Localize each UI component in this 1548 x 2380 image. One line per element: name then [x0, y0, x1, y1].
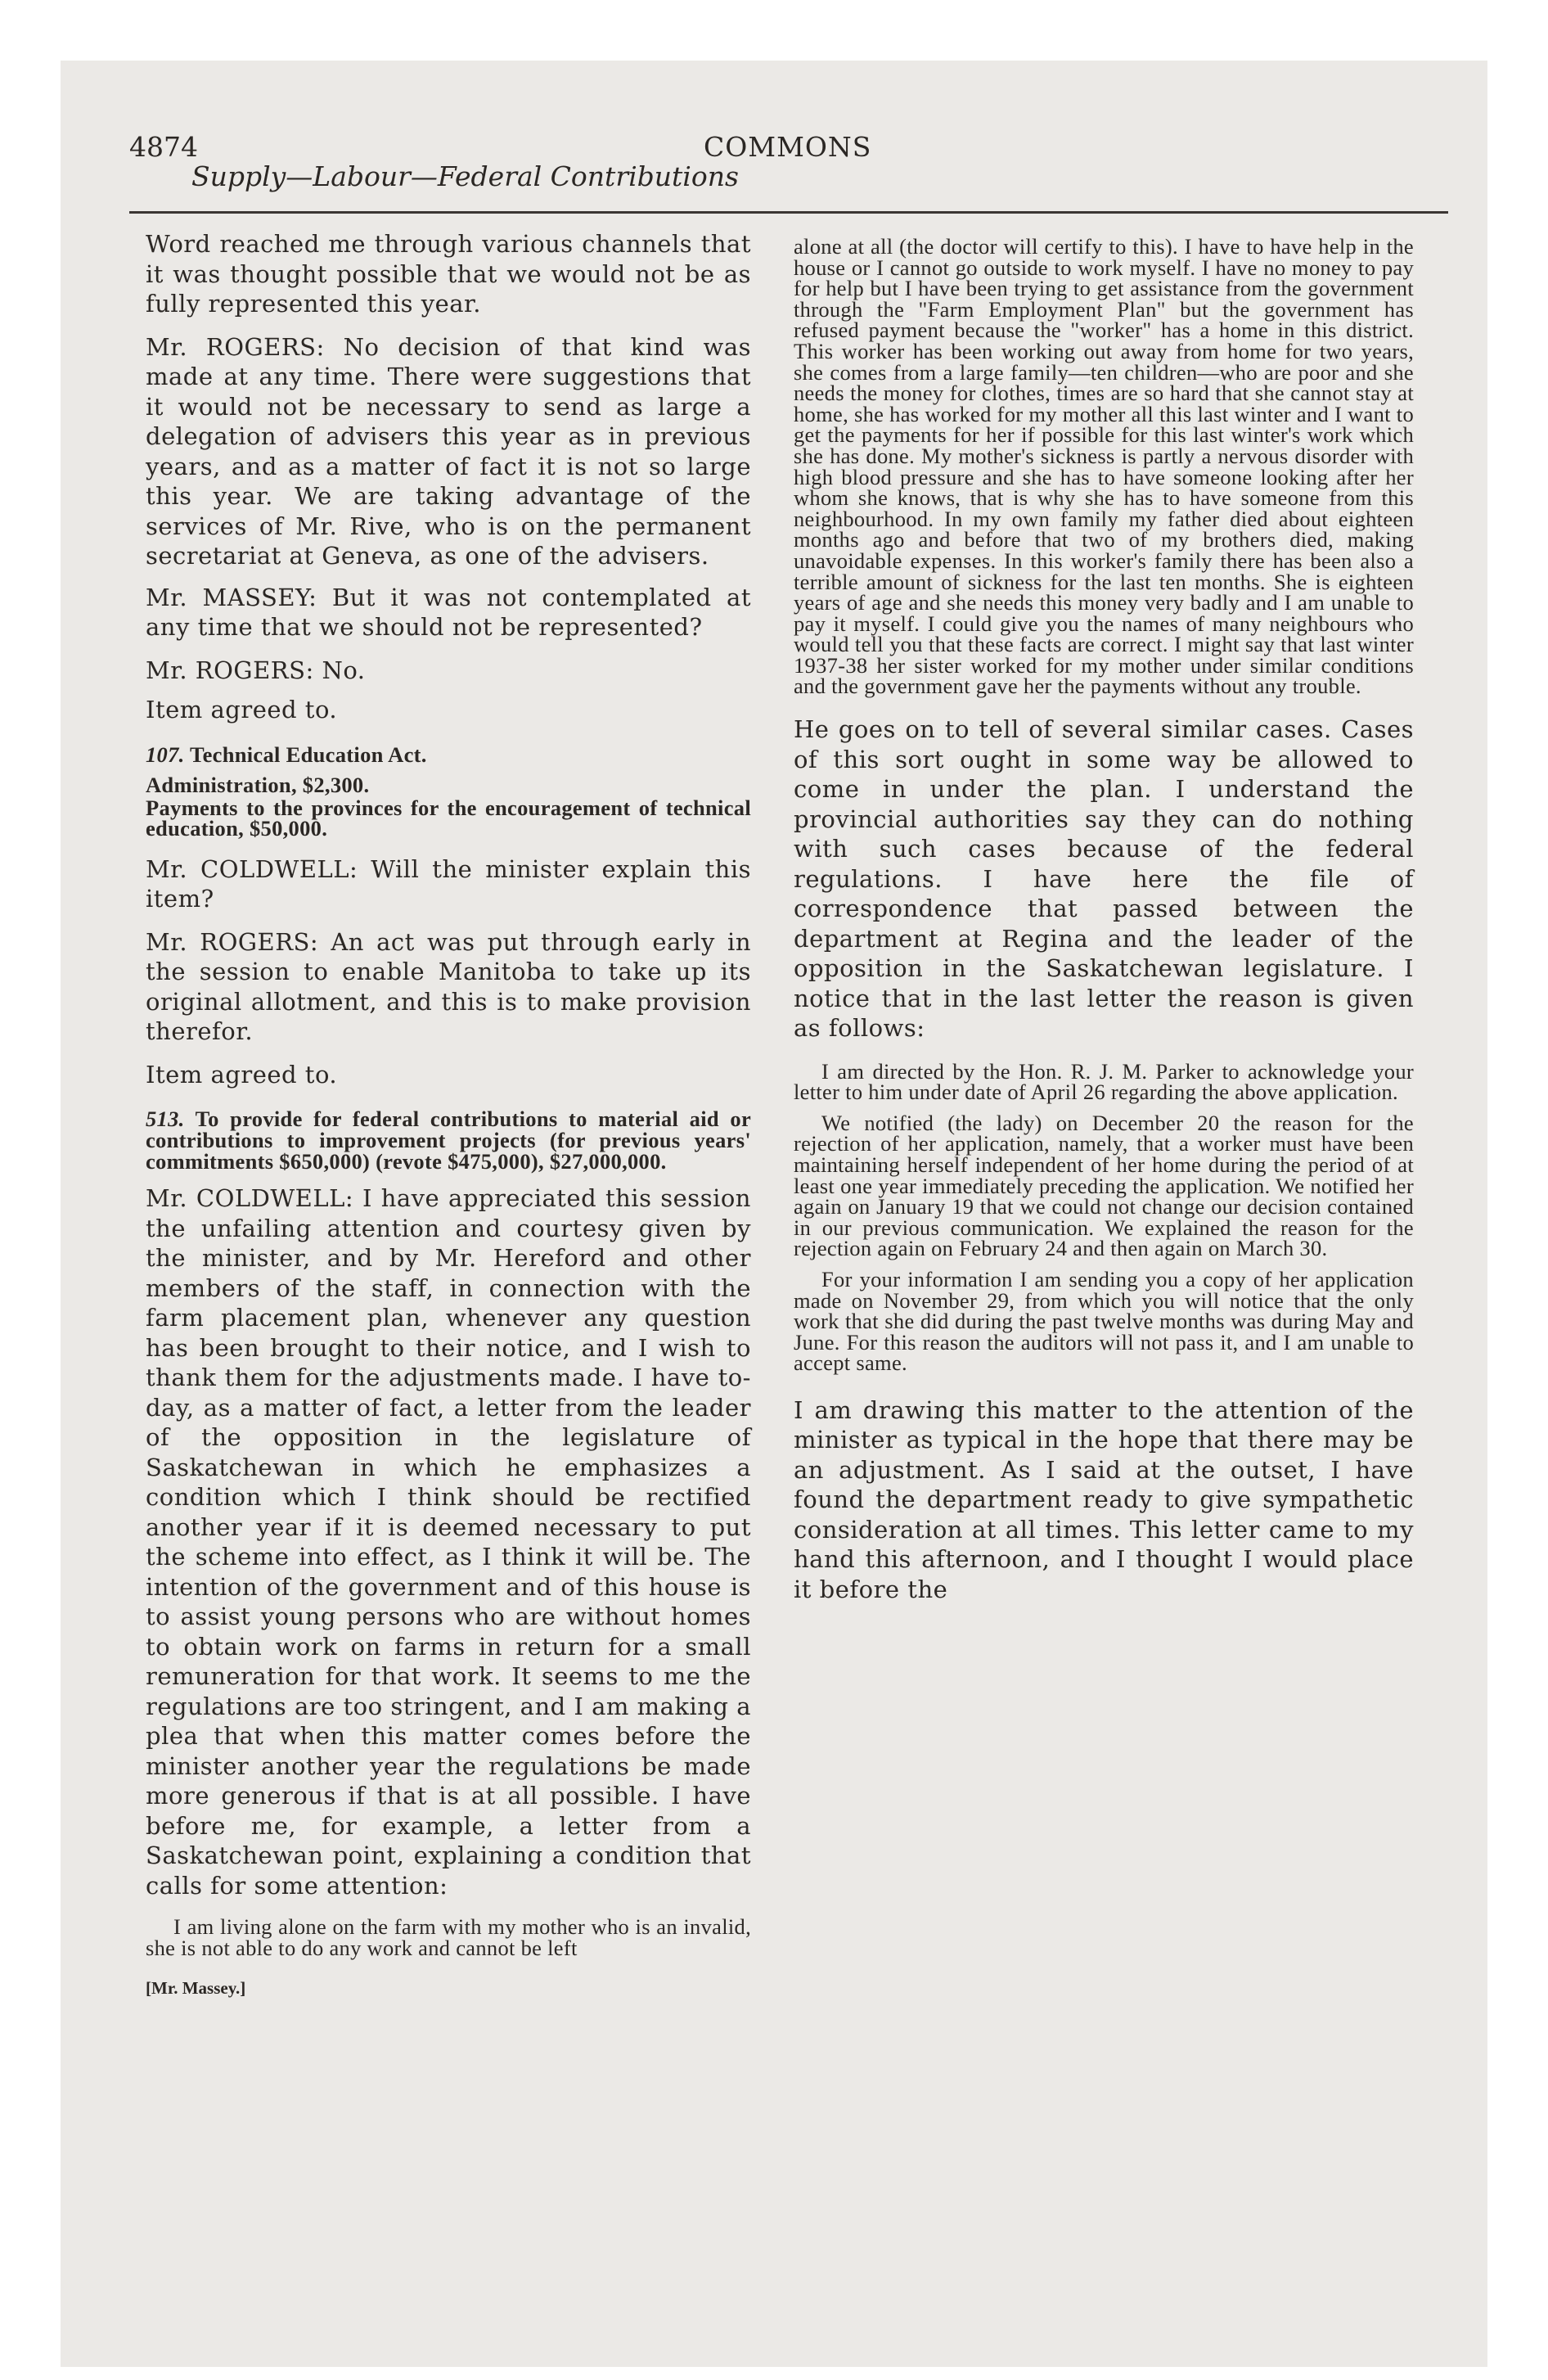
- item-agreed: Item agreed to.: [146, 1060, 338, 1089]
- paragraph: Mr. COLDWELL: Will the minister explain this item?: [146, 854, 751, 913]
- quoted-letter: alone at all (the doctor will certify to this). I have to have help in the house or I cannot go outside to work myself. I have no money to pay for help but I have been trying to get assistance from the government through the "Farm Employment Plan" but the government has refused payment because the "worker" has a home in this district. This worker has been working out away from home for two years, she comes from a large family—ten children—who are poor and she needs the money for clothes, times are so hard that she cannot stay at home, she has worked for my mother all this last winter and I want to get the payments for her if possible for this last winter's work which she has done. My mother's sickness is partly a nervous disorder with high blood pressure and she has to have someone looking after her whom she knows, that is why she has to have someone from this neighbourhood. In my own family my father died about eighteen months ago and before that two of my brothers died, making unavoidable expenses. In this worker's family there has been also a terrible amount of sickness for the last ten months. She is eighteen years of age and she needs this money very badly and I am unable to pay it myself. I could give you the names of many neighbours who would tell you that these facts are correct. I might say that last winter 1937-38 her sister worked for my mother under similar conditions and the government gave her the payments without any trouble.: [794, 234, 1414, 699]
- paragraph: Mr. COLDWELL: I have appreciated this session the unfailing attention and courtesy given by the minister, and by Mr. Hereford and other members of the staff, in connection with the farm placement plan, whenever any question has been brought to their notice, and I wish to thank them for the adjustments made. I have to-day, as a matter of fact, a letter from the leader of the opposition in the legislature of Saskatchewan in which he emphasizes a condition which I think should be rectified another year if it is deemed necessary to put the scheme into effect, as I think it will be. The intention of the government and of this house is to assist young persons who are without homes to obtain work on farms in return for a small remuneration for that work. It seems to me the regulations are too stringent, and I am making a plea that when this matter comes before the minister another year the regulations be made more generous if that is at all possible. I have before me, for example, a letter from a Saskatchewan point, explaining a condition that calls for some attention:: [146, 1184, 751, 1900]
- paragraph: I am drawing this matter to the attention of the minister as typical in the hope that there may be an adjustment. As I said at the outset, I have found the department ready to give sympathetic consideration at all times. This letter came to my hand this afternoon, and I thought I would place it before the: [794, 1395, 1414, 1603]
- item-heading: [146, 1109, 751, 1172]
- right-column: [794, 229, 1414, 1604]
- item-line: Administration, $2,300.: [146, 773, 370, 798]
- paragraph: He goes on to tell of several similar cases. Cases of this sort ought in some way be allowed to come in under the plan. I understand the provincial authorities say they can do nothing with such cases because of the federal regulations. I have here the file of correspondence that passed between the department at Regina and the leader of the opposition in the Saskatchewan legislature. I notice that in the last letter the reason is given as follows:: [794, 715, 1414, 1043]
- paragraph: Word reached me through various channels that it was thought possible that we would not be as fully represented this year.: [146, 230, 751, 318]
- item-text: To provide for federal contributions to material aid or contributions to improvement projects (for previous years' commitments $650,000) (revote $475,000), $27,000,000.: [146, 1107, 751, 1174]
- running-head: Supply—Labour—Federal Contributions: [191, 160, 739, 192]
- footer-note: [Mr. Massey.]: [146, 1978, 246, 1999]
- item-title: Technical Education Act.: [184, 741, 427, 767]
- quoted-letter: I am living alone on the farm with my mother who is an invalid, she is not able to do any work and cannot be left: [146, 1914, 751, 1960]
- item-agreed: Item agreed to.: [146, 696, 338, 723]
- paragraph: Mr. ROGERS: An act was put through early in the session to enable Manitoba to take up its original allotment, and this is to make provision therefor.: [146, 927, 751, 1046]
- left-column: [146, 229, 751, 1999]
- paragraph: Mr. MASSEY: But it was not contemplated at any time that we should not be represented?: [146, 583, 751, 641]
- item-number: 513.: [146, 1107, 185, 1132]
- journal-title: COMMONS: [704, 131, 872, 163]
- page-number: 4874: [129, 131, 198, 163]
- paragraph: Mr. ROGERS: No decision of that kind was made at any time. There were suggestions that it would not be necessary to send as large a delegation of advisers this year as in previous years, and as a matter of fact it is not so large this year. We are taking advantage of the services of Mr. Rive, who is on the permanent secretariat at Geneva, as one of the advisers.: [146, 332, 751, 570]
- header-rule: [129, 211, 1448, 214]
- quoted-letter: For your information I am sending you a copy of her application made on November 29, from which you will notice that the only work that she did during the past twelve months was during May and June. For this reason the auditors will not pass it, and I am unable to accept same.: [794, 1266, 1414, 1376]
- quoted-letter: We notified (the lady) on December 20 the reason for the rejection of her application, namely, that a worker must have been maintaining herself independent of her home during the period of at least one year immediately preceding the application. We notified her again on January 19 that we could not change our decision contained in our previous communication. We explained the reason for the rejection again on February 24 and then again on March 30.: [794, 1110, 1414, 1261]
- item-number: 107.: [146, 741, 185, 767]
- paragraph: Mr. ROGERS: No.: [146, 656, 366, 684]
- item-line: Payments to the provinces for the encouragement of technical education, $50,000.: [146, 795, 751, 841]
- quoted-letter: I am directed by the Hon. R. J. M. Parker to acknowledge your letter to him under date of April 26 regarding the above application.: [794, 1058, 1414, 1105]
- item-heading: [146, 741, 751, 767]
